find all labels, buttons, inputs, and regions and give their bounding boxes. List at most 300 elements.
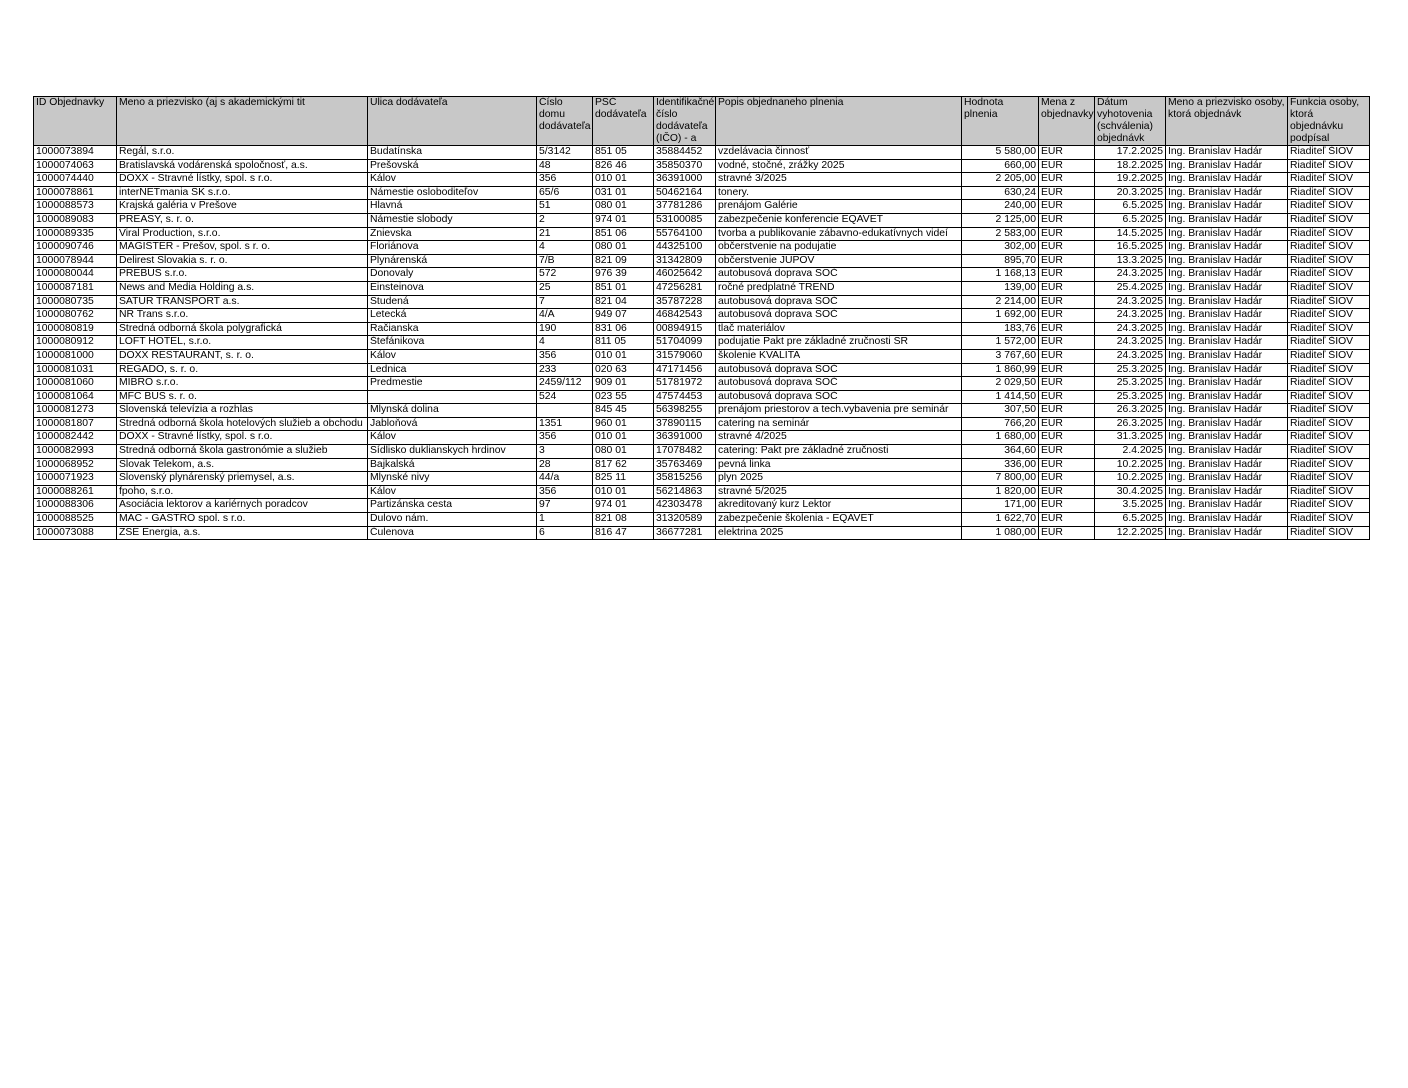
cell-currency: EUR	[1039, 295, 1095, 309]
cell-postal-code: 080 01	[593, 445, 654, 459]
cell-house-number: 356	[537, 173, 593, 187]
cell-date: 13.3.2025	[1095, 254, 1166, 268]
cell-value: 7 800,00	[962, 472, 1039, 486]
cell-value: 895,70	[962, 254, 1039, 268]
cell-house-number: 21	[537, 227, 593, 241]
table-row	[34, 404, 1370, 418]
cell-description: prenájom priestorov a tech.vybavenia pre seminár	[716, 404, 962, 418]
cell-id: 1000090746	[34, 241, 117, 255]
cell-supplier-name: Delirest Slovakia s. r. o.	[117, 254, 368, 268]
cell-ordered-by: Ing. Branislav Hadár	[1166, 336, 1288, 350]
cell-supplier-name: DOXX - Stravné lístky, spol. s r.o.	[117, 431, 368, 445]
cell-ico: 35787228	[654, 295, 716, 309]
cell-currency: EUR	[1039, 363, 1095, 377]
cell-id: 1000068952	[34, 458, 117, 472]
cell-ico: 35884452	[654, 146, 716, 160]
cell-ordered-by: Ing. Branislav Hadár	[1166, 377, 1288, 391]
table-row	[34, 377, 1370, 391]
cell-house-number: 97	[537, 499, 593, 513]
cell-id: 1000089335	[34, 227, 117, 241]
cell-date: 26.3.2025	[1095, 404, 1166, 418]
cell-house-number: 7/B	[537, 254, 593, 268]
cell-currency: EUR	[1039, 159, 1095, 173]
cell-value: 1 692,00	[962, 309, 1039, 323]
cell-house-number: 4	[537, 336, 593, 350]
cell-house-number: 572	[537, 268, 593, 282]
header-supplier-name: Meno a priezvisko (aj s akademickými tit	[117, 97, 368, 146]
cell-function: Riaditeľ ŠIOV	[1288, 485, 1370, 499]
cell-function: Riaditeľ ŠIOV	[1288, 227, 1370, 241]
table-row	[34, 295, 1370, 309]
cell-currency: EUR	[1039, 404, 1095, 418]
cell-postal-code: 020 63	[593, 363, 654, 377]
cell-currency: EUR	[1039, 499, 1095, 513]
cell-supplier-name: MIBRO s.r.o.	[117, 377, 368, 391]
cell-function: Riaditeľ ŠIOV	[1288, 173, 1370, 187]
cell-postal-code: 821 09	[593, 254, 654, 268]
cell-id: 1000080044	[34, 268, 117, 282]
cell-supplier-name: Bratislavská vodárenská spoločnosť, a.s.	[117, 159, 368, 173]
header-postal-code: PSČ dodávateľa	[593, 97, 654, 146]
cell-value: 1 080,00	[962, 526, 1039, 540]
cell-date: 25.4.2025	[1095, 281, 1166, 295]
cell-house-number: 2	[537, 213, 593, 227]
header-street: Ulica dodávateľa	[368, 97, 537, 146]
cell-function: Riaditeľ ŠIOV	[1288, 417, 1370, 431]
cell-house-number: 5/3142	[537, 146, 593, 160]
cell-ordered-by: Ing. Branislav Hadár	[1166, 322, 1288, 336]
cell-supplier-name: Slovak Telekom, a.s.	[117, 458, 368, 472]
cell-date: 19.2.2025	[1095, 173, 1166, 187]
cell-postal-code: 821 08	[593, 513, 654, 527]
cell-ordered-by: Ing. Branislav Hadár	[1166, 281, 1288, 295]
cell-street: Znievska	[368, 227, 537, 241]
header-function: Funkcia osoby, ktorá objednávku podpísal	[1288, 97, 1370, 146]
cell-postal-code: 826 46	[593, 159, 654, 173]
cell-function: Riaditeľ ŠIOV	[1288, 281, 1370, 295]
cell-currency: EUR	[1039, 417, 1095, 431]
table-row	[34, 322, 1370, 336]
cell-description: občerstvenie JUPOV	[716, 254, 962, 268]
table-row	[34, 268, 1370, 282]
cell-currency: EUR	[1039, 146, 1095, 160]
cell-description: občerstvenie na podujatie	[716, 241, 962, 255]
cell-postal-code: 080 01	[593, 241, 654, 255]
cell-house-number: 51	[537, 200, 593, 214]
cell-house-number: 1	[537, 513, 593, 527]
cell-date: 24.3.2025	[1095, 336, 1166, 350]
cell-ico: 36677281	[654, 526, 716, 540]
cell-currency: EUR	[1039, 513, 1095, 527]
cell-function: Riaditeľ ŠIOV	[1288, 159, 1370, 173]
cell-ordered-by: Ing. Branislav Hadár	[1166, 349, 1288, 363]
cell-date: 24.3.2025	[1095, 349, 1166, 363]
cell-currency: EUR	[1039, 445, 1095, 459]
cell-value: 2 125,00	[962, 213, 1039, 227]
cell-supplier-name: REGADO, s. r. o.	[117, 363, 368, 377]
cell-supplier-name: Stredná odborná škola gastronómie a služieb	[117, 445, 368, 459]
cell-street: Kálov	[368, 349, 537, 363]
table-row	[34, 363, 1370, 377]
cell-ordered-by: Ing. Branislav Hadár	[1166, 499, 1288, 513]
cell-supplier-name: LOFT HOTEL, s.r.o.	[117, 336, 368, 350]
cell-supplier-name: Stredná odborná škola polygrafická	[117, 322, 368, 336]
table-row	[34, 254, 1370, 268]
table-row	[34, 472, 1370, 486]
cell-supplier-name: interNETmania SK s.r.o.	[117, 186, 368, 200]
cell-supplier-name: ZSE Energia, a.s.	[117, 526, 368, 540]
cell-ico: 00894915	[654, 322, 716, 336]
cell-date: 12.2.2025	[1095, 526, 1166, 540]
cell-supplier-name: Asociácia lektorov a kariérnych poradcov	[117, 499, 368, 513]
cell-description: catering na seminár	[716, 417, 962, 431]
cell-description: vodné, stočné, zrážky 2025	[716, 159, 962, 173]
cell-value: 240,00	[962, 200, 1039, 214]
cell-value: 183,76	[962, 322, 1039, 336]
cell-id: 1000080912	[34, 336, 117, 350]
cell-ordered-by: Ing. Branislav Hadár	[1166, 146, 1288, 160]
orders-table	[33, 96, 1370, 540]
cell-date: 6.5.2025	[1095, 213, 1166, 227]
cell-ordered-by: Ing. Branislav Hadár	[1166, 363, 1288, 377]
cell-date: 6.5.2025	[1095, 200, 1166, 214]
cell-ordered-by: Ing. Branislav Hadár	[1166, 227, 1288, 241]
cell-description: stravné 4/2025	[716, 431, 962, 445]
table-row	[34, 445, 1370, 459]
cell-ico: 50462164	[654, 186, 716, 200]
cell-house-number: 28	[537, 458, 593, 472]
cell-street: Floriánova	[368, 241, 537, 255]
cell-house-number: 7	[537, 295, 593, 309]
cell-supplier-name: Stredná odborná škola hotelových služieb a obchodu	[117, 417, 368, 431]
cell-id: 1000088573	[34, 200, 117, 214]
cell-street: Donovaly	[368, 268, 537, 282]
cell-function: Riaditeľ ŠIOV	[1288, 390, 1370, 404]
cell-function: Riaditeľ ŠIOV	[1288, 268, 1370, 282]
cell-supplier-name: SATUR TRANSPORT a.s.	[117, 295, 368, 309]
cell-supplier-name: MAC - GASTRO spol. s r.o.	[117, 513, 368, 527]
cell-currency: EUR	[1039, 227, 1095, 241]
cell-street: Predmestie	[368, 377, 537, 391]
cell-street: Bajkalská	[368, 458, 537, 472]
cell-supplier-name: fpoho, s.r.o.	[117, 485, 368, 499]
table-row	[34, 349, 1370, 363]
cell-ico: 46842543	[654, 309, 716, 323]
cell-value: 3 767,60	[962, 349, 1039, 363]
cell-function: Riaditeľ ŠIOV	[1288, 377, 1370, 391]
cell-supplier-name: Krajská galéria v Prešove	[117, 200, 368, 214]
table-row	[34, 309, 1370, 323]
cell-id: 1000073088	[34, 526, 117, 540]
cell-id: 1000081273	[34, 404, 117, 418]
cell-id: 1000080762	[34, 309, 117, 323]
cell-description: autobusová doprava SOČ	[716, 295, 962, 309]
cell-postal-code: 010 01	[593, 349, 654, 363]
cell-function: Riaditeľ ŠIOV	[1288, 458, 1370, 472]
cell-ico: 36391000	[654, 431, 716, 445]
cell-currency: EUR	[1039, 377, 1095, 391]
cell-street: Kálov	[368, 485, 537, 499]
cell-street: Mlynská dolina	[368, 404, 537, 418]
cell-description: tonery.	[716, 186, 962, 200]
cell-street: Budatínska	[368, 146, 537, 160]
cell-value: 364,60	[962, 445, 1039, 459]
cell-function: Riaditeľ ŠIOV	[1288, 186, 1370, 200]
cell-description: tlač materiálov	[716, 322, 962, 336]
cell-id: 1000071923	[34, 472, 117, 486]
cell-supplier-name: DOXX RESTAURANT, s. r. o.	[117, 349, 368, 363]
cell-date: 20.3.2025	[1095, 186, 1166, 200]
cell-date: 25.3.2025	[1095, 377, 1166, 391]
cell-ordered-by: Ing. Branislav Hadár	[1166, 200, 1288, 214]
cell-ico: 35815256	[654, 472, 716, 486]
cell-street: Hlavná	[368, 200, 537, 214]
cell-date: 25.3.2025	[1095, 363, 1166, 377]
cell-house-number: 190	[537, 322, 593, 336]
table-row	[34, 146, 1370, 160]
cell-ordered-by: Ing. Branislav Hadár	[1166, 458, 1288, 472]
cell-street: Račianska	[368, 322, 537, 336]
cell-value: 1 414,50	[962, 390, 1039, 404]
header-id: ID Objednavky	[34, 97, 117, 146]
cell-house-number	[537, 404, 593, 418]
cell-currency: EUR	[1039, 241, 1095, 255]
cell-description: pevná linka	[716, 458, 962, 472]
cell-postal-code: 974 01	[593, 213, 654, 227]
cell-house-number: 3	[537, 445, 593, 459]
cell-id: 1000074063	[34, 159, 117, 173]
cell-street: Studená	[368, 295, 537, 309]
cell-value: 139,00	[962, 281, 1039, 295]
cell-date: 24.3.2025	[1095, 309, 1166, 323]
cell-value: 630,24	[962, 186, 1039, 200]
cell-id: 1000088306	[34, 499, 117, 513]
cell-supplier-name: MFC BUS s. r. o.	[117, 390, 368, 404]
cell-value: 336,00	[962, 458, 1039, 472]
cell-ico: 47171456	[654, 363, 716, 377]
cell-function: Riaditeľ ŠIOV	[1288, 213, 1370, 227]
cell-street: Partizánska cesta	[368, 499, 537, 513]
cell-function: Riaditeľ ŠIOV	[1288, 309, 1370, 323]
cell-function: Riaditeľ ŠIOV	[1288, 146, 1370, 160]
cell-postal-code: 825 11	[593, 472, 654, 486]
cell-function: Riaditeľ ŠIOV	[1288, 336, 1370, 350]
cell-currency: EUR	[1039, 254, 1095, 268]
cell-function: Riaditeľ ŠIOV	[1288, 526, 1370, 540]
cell-description: autobusová doprava SOČ	[716, 309, 962, 323]
cell-currency: EUR	[1039, 173, 1095, 187]
cell-supplier-name: Viral Production, s.r.o.	[117, 227, 368, 241]
table-row	[34, 417, 1370, 431]
cell-function: Riaditeľ ŠIOV	[1288, 295, 1370, 309]
cell-ordered-by: Ing. Branislav Hadár	[1166, 445, 1288, 459]
cell-currency: EUR	[1039, 390, 1095, 404]
cell-ico: 53100085	[654, 213, 716, 227]
cell-house-number: 356	[537, 485, 593, 499]
cell-function: Riaditeľ ŠIOV	[1288, 445, 1370, 459]
cell-value: 1 168,13	[962, 268, 1039, 282]
cell-ordered-by: Ing. Branislav Hadár	[1166, 417, 1288, 431]
header-description: Popis objednaneho plnenia	[716, 97, 962, 146]
cell-street: Čulenova	[368, 526, 537, 540]
cell-ordered-by: Ing. Branislav Hadár	[1166, 431, 1288, 445]
cell-house-number: 2459/112	[537, 377, 593, 391]
cell-postal-code: 816 47	[593, 526, 654, 540]
cell-value: 2 214,00	[962, 295, 1039, 309]
cell-house-number: 65/6	[537, 186, 593, 200]
cell-currency: EUR	[1039, 322, 1095, 336]
table-row	[34, 336, 1370, 350]
cell-house-number: 44/a	[537, 472, 593, 486]
cell-description: catering: Pakt pre základné zručnosti	[716, 445, 962, 459]
cell-street: Prešovská	[368, 159, 537, 173]
cell-currency: EUR	[1039, 200, 1095, 214]
cell-date: 31.3.2025	[1095, 431, 1166, 445]
cell-currency: EUR	[1039, 213, 1095, 227]
cell-description: podujatie Pakt pre základné zručnosti SR	[716, 336, 962, 350]
cell-id: 1000080735	[34, 295, 117, 309]
cell-id: 1000088261	[34, 485, 117, 499]
cell-postal-code: 031 01	[593, 186, 654, 200]
cell-postal-code: 817 62	[593, 458, 654, 472]
cell-value: 5 580,00	[962, 146, 1039, 160]
cell-function: Riaditeľ ŠIOV	[1288, 200, 1370, 214]
cell-street: Kálov	[368, 173, 537, 187]
cell-value: 171,00	[962, 499, 1039, 513]
cell-id: 1000074440	[34, 173, 117, 187]
cell-currency: EUR	[1039, 526, 1095, 540]
cell-value: 2 583,00	[962, 227, 1039, 241]
cell-street: Sídlisko duklianskych hrdinov	[368, 445, 537, 459]
cell-supplier-name: MAGISTER - Prešov, spol. s r. o.	[117, 241, 368, 255]
cell-ico: 47574453	[654, 390, 716, 404]
cell-date: 10.2.2025	[1095, 458, 1166, 472]
cell-description: akreditovaný kurz Lektor	[716, 499, 962, 513]
table-row	[34, 213, 1370, 227]
cell-ordered-by: Ing. Branislav Hadár	[1166, 485, 1288, 499]
cell-id: 1000073894	[34, 146, 117, 160]
table-row	[34, 526, 1370, 540]
cell-ico: 56398255	[654, 404, 716, 418]
cell-date: 25.3.2025	[1095, 390, 1166, 404]
cell-ico: 37890115	[654, 417, 716, 431]
cell-ico: 31320589	[654, 513, 716, 527]
cell-ordered-by: Ing. Branislav Hadár	[1166, 472, 1288, 486]
cell-id: 1000078861	[34, 186, 117, 200]
cell-description: stravné 3/2025	[716, 173, 962, 187]
cell-postal-code: 010 01	[593, 485, 654, 499]
cell-street: Lednica	[368, 363, 537, 377]
cell-ordered-by: Ing. Branislav Hadár	[1166, 295, 1288, 309]
cell-supplier-name: NR Trans s.r.o.	[117, 309, 368, 323]
cell-street: Mlynské nivy	[368, 472, 537, 486]
header-house-number: Číslo domu dodávateľa	[537, 97, 593, 146]
cell-description: zabezpečenie školenia - EQAVET	[716, 513, 962, 527]
cell-ico: 55764100	[654, 227, 716, 241]
cell-house-number: 25	[537, 281, 593, 295]
cell-value: 1 572,00	[962, 336, 1039, 350]
cell-description: vzdelávacia činnosť	[716, 146, 962, 160]
cell-house-number: 524	[537, 390, 593, 404]
cell-date: 3.5.2025	[1095, 499, 1166, 513]
cell-ico: 56214863	[654, 485, 716, 499]
cell-supplier-name: PREASY, s. r. o.	[117, 213, 368, 227]
cell-postal-code: 976 39	[593, 268, 654, 282]
cell-ordered-by: Ing. Branislav Hadár	[1166, 173, 1288, 187]
cell-value: 766,20	[962, 417, 1039, 431]
table-row	[34, 186, 1370, 200]
cell-function: Riaditeľ ŠIOV	[1288, 349, 1370, 363]
cell-id: 1000081060	[34, 377, 117, 391]
cell-postal-code: 811 05	[593, 336, 654, 350]
cell-supplier-name: DOXX - Stravné lístky, spol. s r.o.	[117, 173, 368, 187]
cell-id: 1000081807	[34, 417, 117, 431]
cell-ico: 51704099	[654, 336, 716, 350]
cell-ordered-by: Ing. Branislav Hadár	[1166, 213, 1288, 227]
cell-description: ročné predplatné TREND	[716, 281, 962, 295]
cell-currency: EUR	[1039, 281, 1095, 295]
cell-ico: 37781286	[654, 200, 716, 214]
cell-currency: EUR	[1039, 186, 1095, 200]
header-value: Hodnota plnenia	[962, 97, 1039, 146]
cell-description: elektrina 2025	[716, 526, 962, 540]
cell-ordered-by: Ing. Branislav Hadár	[1166, 513, 1288, 527]
cell-description: stravné 5/2025	[716, 485, 962, 499]
table-body	[34, 146, 1370, 540]
cell-ico: 42303478	[654, 499, 716, 513]
cell-currency: EUR	[1039, 349, 1095, 363]
cell-ordered-by: Ing. Branislav Hadár	[1166, 309, 1288, 323]
cell-id: 1000089083	[34, 213, 117, 227]
cell-ico: 31579060	[654, 349, 716, 363]
cell-postal-code: 010 01	[593, 173, 654, 187]
cell-postal-code: 845 45	[593, 404, 654, 418]
cell-date: 14.5.2025	[1095, 227, 1166, 241]
cell-ordered-by: Ing. Branislav Hadár	[1166, 268, 1288, 282]
cell-description: plyn 2025	[716, 472, 962, 486]
cell-currency: EUR	[1039, 336, 1095, 350]
cell-house-number: 356	[537, 349, 593, 363]
cell-function: Riaditeľ ŠIOV	[1288, 363, 1370, 377]
cell-ordered-by: Ing. Branislav Hadár	[1166, 390, 1288, 404]
cell-currency: EUR	[1039, 485, 1095, 499]
cell-currency: EUR	[1039, 309, 1095, 323]
cell-supplier-name: PREBUS s.r.o.	[117, 268, 368, 282]
cell-street: Letecká	[368, 309, 537, 323]
cell-street: Námestie osloboditeľov	[368, 186, 537, 200]
cell-function: Riaditeľ ŠIOV	[1288, 499, 1370, 513]
header-currency: Mena z objednavky	[1039, 97, 1095, 146]
cell-id: 1000082993	[34, 445, 117, 459]
table-row	[34, 159, 1370, 173]
cell-value: 1 820,00	[962, 485, 1039, 499]
cell-street: Plynárenská	[368, 254, 537, 268]
cell-house-number: 48	[537, 159, 593, 173]
cell-supplier-name: Slovenský plynárenský priemysel, a.s.	[117, 472, 368, 486]
cell-postal-code: 851 01	[593, 281, 654, 295]
cell-id: 1000080819	[34, 322, 117, 336]
table-row	[34, 458, 1370, 472]
header-date: Dátum vyhotovenia (schválenia) objednávk	[1095, 97, 1166, 146]
cell-ico: 35763469	[654, 458, 716, 472]
cell-description: autobusová doprava SOČ	[716, 390, 962, 404]
cell-ordered-by: Ing. Branislav Hadár	[1166, 159, 1288, 173]
cell-date: 24.3.2025	[1095, 295, 1166, 309]
cell-description: autobusová doprava SOČ	[716, 268, 962, 282]
cell-description: autobusová doprava SOČ	[716, 377, 962, 391]
cell-id: 1000081064	[34, 390, 117, 404]
cell-postal-code: 974 01	[593, 499, 654, 513]
